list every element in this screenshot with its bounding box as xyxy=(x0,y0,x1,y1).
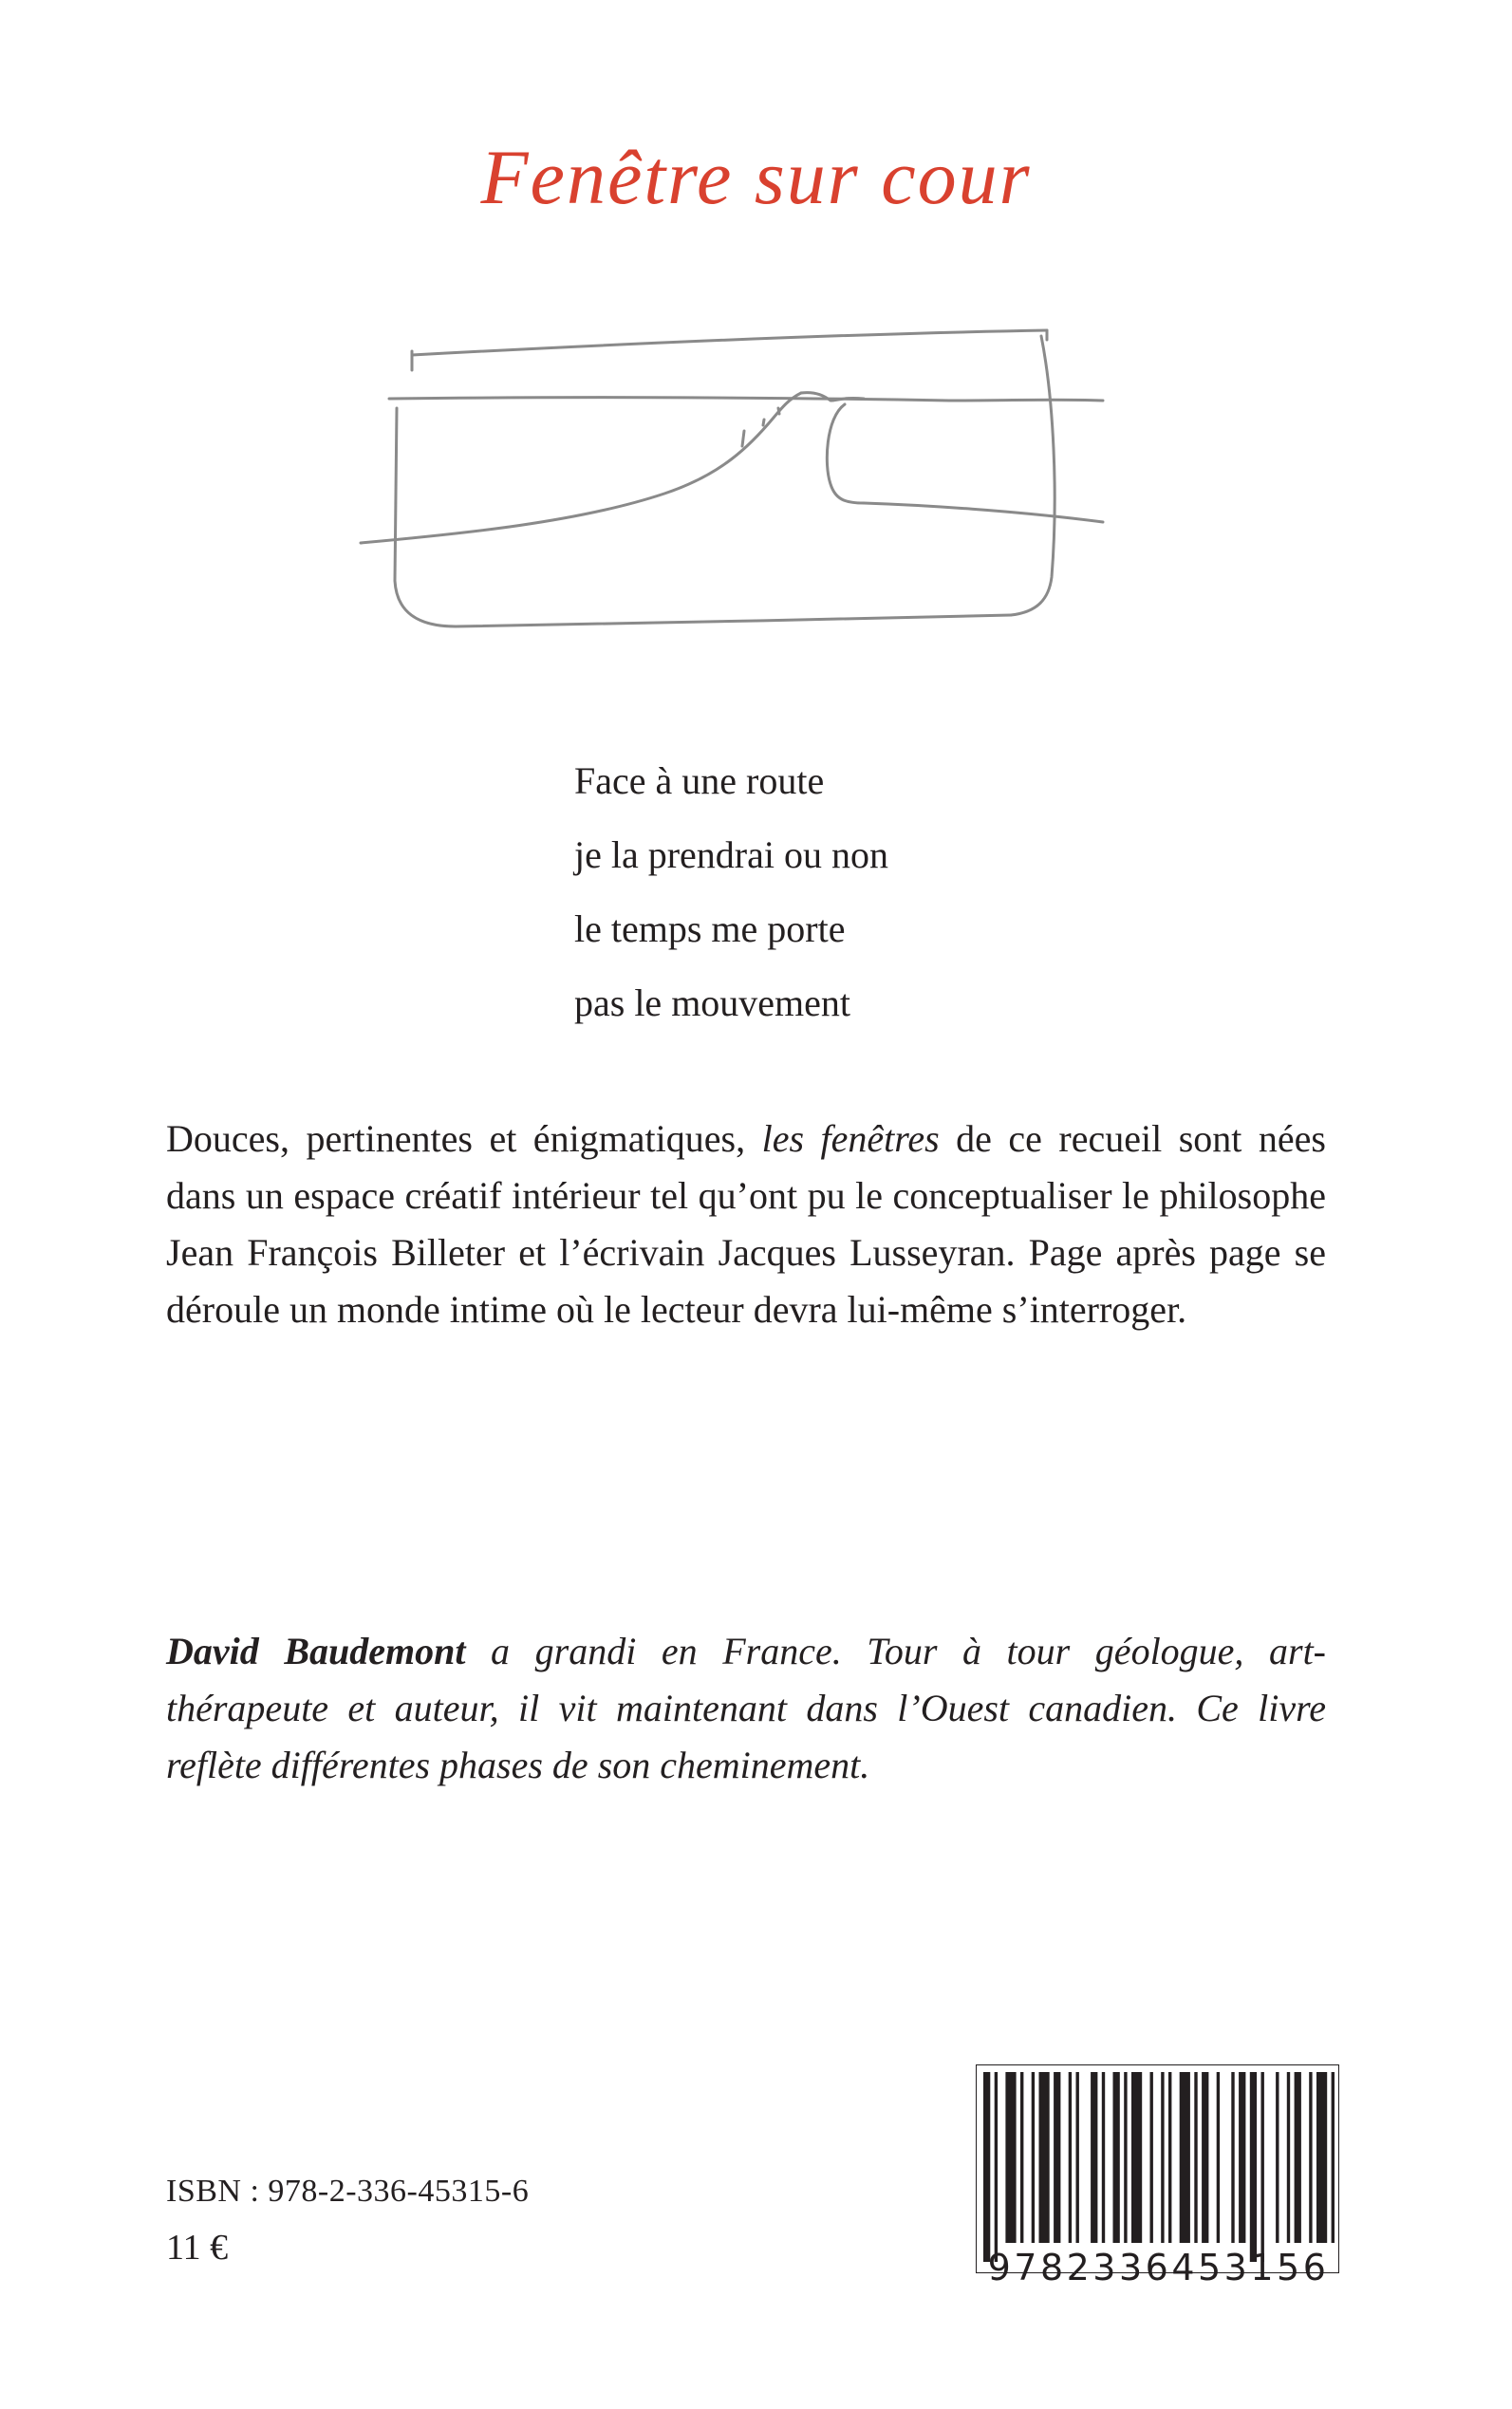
book-title: Fenêtre sur cour xyxy=(480,134,1032,220)
barcode-bar xyxy=(1231,2072,1234,2243)
sketch-door xyxy=(827,404,1103,522)
barcode-bar xyxy=(1287,2072,1290,2243)
barcode-bar xyxy=(1005,2072,1016,2243)
barcode-bar xyxy=(1069,2072,1072,2243)
barcode-bar xyxy=(1113,2072,1120,2243)
book-summary xyxy=(166,1111,1326,1338)
barcode-bar xyxy=(1168,2072,1171,2243)
sketch-frame-bottom xyxy=(395,408,1011,626)
barcode-bar xyxy=(1261,2072,1264,2262)
barcode-bar xyxy=(1131,2072,1142,2243)
barcode-bar xyxy=(1054,2072,1060,2243)
sketch-road-curve xyxy=(361,393,801,543)
summary-italic: les fenêtres xyxy=(761,1117,940,1160)
sketch-frame-top xyxy=(412,330,1047,355)
sketch-figure-mark-2 xyxy=(763,420,764,425)
poem-line: je la prendrai ou non xyxy=(574,833,888,876)
barcode-bar xyxy=(1239,2072,1245,2243)
poem-line: Face à une route xyxy=(574,759,825,802)
sketch-horizon-line xyxy=(389,398,1103,401)
barcode-bar xyxy=(1032,2072,1035,2243)
barcode-bar xyxy=(1309,2072,1312,2243)
sketch-frame-right xyxy=(1011,336,1055,615)
summary-lead: Douces, pertinentes et énigmatiques, xyxy=(166,1117,762,1160)
price: 11 € xyxy=(166,2228,229,2268)
barcode-bar xyxy=(1124,2072,1127,2243)
barcode-bar xyxy=(1276,2072,1279,2243)
barcode-bar xyxy=(1150,2072,1153,2243)
isbn: ISBN : 978-2-336-45315-6 xyxy=(166,2174,530,2209)
barcode-bar xyxy=(1250,2072,1257,2262)
barcode-bar xyxy=(1020,2072,1023,2243)
author-bio xyxy=(166,1623,1326,1794)
barcode-bar xyxy=(1202,2072,1208,2243)
barcode-bar xyxy=(1039,2072,1050,2243)
summary-rest: de ce recueil sont nées dans un espace créatif intérieur tel qu’ont pu le conceptualiser le philosophe Jean François Billeter et l’écrivain Jacques Lusseyran. Page après page se déroule un monde intime où le lecteur devra lui-même s’interroger. xyxy=(166,1117,1326,1331)
author-name: David Baudemont xyxy=(166,1630,466,1672)
barcode-bar xyxy=(1161,2072,1164,2243)
barcode-bar xyxy=(1091,2072,1097,2243)
barcode-bar xyxy=(995,2072,998,2262)
barcode-bar xyxy=(1194,2072,1197,2243)
barcode-bar xyxy=(1316,2072,1327,2243)
barcode-bar xyxy=(1180,2072,1190,2243)
barcode-bars xyxy=(976,2064,1341,2273)
barcode-bar xyxy=(1102,2072,1105,2243)
poem-excerpt xyxy=(574,744,1239,1040)
barcode-number: 9782336453156 xyxy=(987,2247,1330,2288)
window-sketch-illustration xyxy=(351,313,1120,655)
barcode-bar xyxy=(983,2072,990,2262)
barcode-bar xyxy=(1295,2072,1301,2243)
author-bio-text: a grandi en France. Tour à tour géologue, art-thérapeute et auteur, il vit maintenant dans l’Ouest canadien. Ce livre reflète différentes phases de son cheminement. xyxy=(166,1630,1326,1786)
barcode xyxy=(976,2064,1341,2300)
barcode-bar xyxy=(1332,2072,1335,2243)
poem-line: le temps me porte xyxy=(574,907,846,950)
sketch-figure-mark-3 xyxy=(778,408,779,414)
barcode-bar xyxy=(1076,2072,1079,2243)
sketch-figure-mark-1 xyxy=(742,431,744,446)
poem-line: pas le mouvement xyxy=(574,981,851,1024)
barcode-bar xyxy=(1217,2072,1220,2243)
